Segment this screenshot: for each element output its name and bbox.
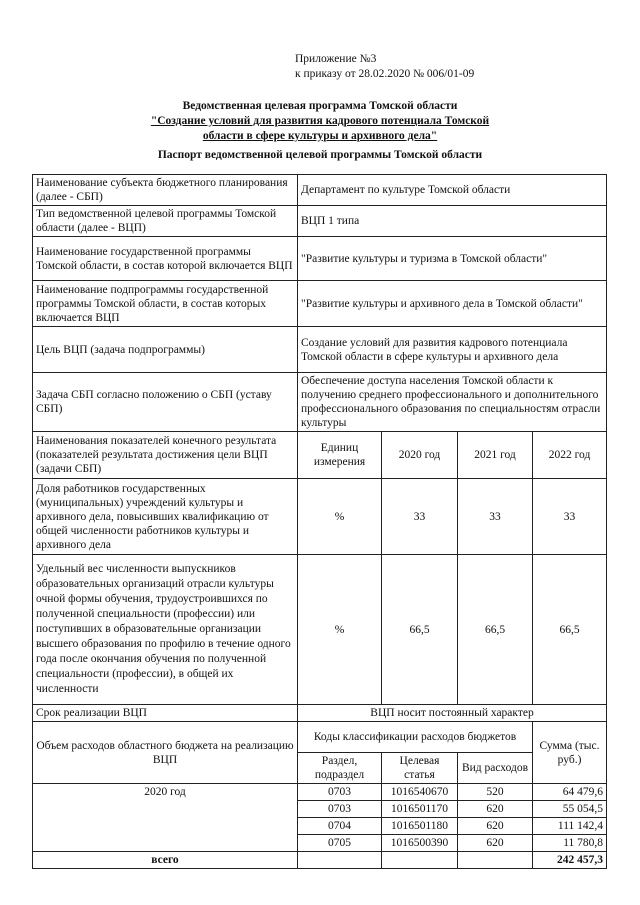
total-label: всего bbox=[33, 852, 298, 869]
expense-article: 1016540670 bbox=[382, 784, 458, 801]
indicator-value: 33 bbox=[458, 479, 533, 555]
term-row bbox=[33, 705, 607, 722]
expense-type: 620 bbox=[458, 835, 533, 852]
section-header: Раздел, подраздел bbox=[298, 753, 382, 784]
passport-row bbox=[33, 281, 607, 327]
expense-section: 0703 bbox=[298, 784, 382, 801]
year-header: 2022 год bbox=[533, 432, 607, 479]
passport-label: Наименование подпрограммы государственной программы Томской области, в состав которых включается ВЦП bbox=[33, 281, 298, 327]
expenses-label: Объем расходов областного бюджета на реализацию ВЦП bbox=[33, 722, 298, 784]
passport-label: Наименование субъекта бюджетного планирования (далее - СБП) bbox=[33, 175, 298, 206]
indicator-unit: % bbox=[298, 479, 382, 555]
term-label: Срок реализации ВЦП bbox=[33, 705, 298, 722]
passport-value: "Развитие культуры и туризма в Томской области" bbox=[298, 237, 607, 281]
expense-section: 0705 bbox=[298, 835, 382, 852]
indicator-value: 66,5 bbox=[382, 555, 458, 705]
indicator-row bbox=[33, 555, 607, 705]
indicator-unit: % bbox=[298, 555, 382, 705]
expense-sum: 11 780,8 bbox=[533, 835, 607, 852]
total-empty bbox=[382, 852, 458, 869]
expense-article: 1016500390 bbox=[382, 835, 458, 852]
year-header: 2020 год bbox=[382, 432, 458, 479]
document-title bbox=[0, 99, 640, 163]
indicators-header-row bbox=[33, 432, 607, 479]
indicators-header-label: Наименования показателей конечного результата (показателей результата достижения цели ВЦП (задачи СБП) bbox=[33, 432, 298, 479]
expense-sum: 64 479,6 bbox=[533, 784, 607, 801]
expense-sum: 55 054,5 bbox=[533, 801, 607, 818]
indicator-value: 66,5 bbox=[533, 555, 607, 705]
appendix-note bbox=[295, 52, 474, 82]
appendix-line: Приложение №3 bbox=[295, 53, 377, 65]
indicator-name: Удельный вес численности выпускников образовательных организаций отрасли культуры очной формы обучения, трудоустроившихся по полученной специальности (профессии) или поступивших в образовательные организации высшего образования по профилю в течение одного года после окончания обучения по полученной специальности (профессии), в общей их численности bbox=[33, 555, 298, 705]
total-row bbox=[33, 852, 607, 869]
article-header: Целевая статья bbox=[382, 753, 458, 784]
passport-label: Цель ВЦП (задача подпрограммы) bbox=[33, 327, 298, 373]
codes-header: Коды классификации расходов бюджетов bbox=[298, 722, 533, 753]
passport-table bbox=[32, 174, 607, 869]
year-header: 2021 год bbox=[458, 432, 533, 479]
passport-value: Обеспечение доступа населения Томской области к получению среднего профессионального и дополнительного профессионального образования по специальностям отрасли культуры bbox=[298, 373, 607, 432]
passport-row bbox=[33, 373, 607, 432]
passport-value: ВЦП 1 типа bbox=[298, 206, 607, 237]
expense-row bbox=[33, 784, 607, 801]
type-header: Вид расходов bbox=[458, 753, 533, 784]
passport-value: "Развитие культуры и архивного дела в Томской области" bbox=[298, 281, 607, 327]
indicator-value: 66,5 bbox=[458, 555, 533, 705]
sum-header: Сумма (тыс. руб.) bbox=[533, 722, 607, 784]
passport-label: Тип ведомственной целевой программы Томской области (далее - ВЦП) bbox=[33, 206, 298, 237]
passport-row bbox=[33, 206, 607, 237]
title-name-line2: области в сфере культуры и архивного дела" bbox=[202, 130, 438, 142]
title-name-line1: "Создание условий для развития кадрового потенциала Томской bbox=[150, 115, 490, 127]
passport-row bbox=[33, 327, 607, 373]
passport-label: Наименование государственной программы Томской области, в состав которой включается ВЦП bbox=[33, 237, 298, 281]
passport-row bbox=[33, 175, 607, 206]
expense-type: 620 bbox=[458, 801, 533, 818]
title-program: Ведомственная целевая программа Томской области bbox=[182, 100, 458, 112]
expense-type: 520 bbox=[458, 784, 533, 801]
title-passport: Паспорт ведомственной целевой программы Томской области bbox=[157, 149, 483, 161]
passport-label: Задача СБП согласно положению о СБП (уставу СБП) bbox=[33, 373, 298, 432]
total-empty bbox=[298, 852, 382, 869]
indicator-value: 33 bbox=[382, 479, 458, 555]
passport-value: Создание условий для развития кадрового потенциала Томской области в сфере культуры и архивного дела bbox=[298, 327, 607, 373]
expense-article: 1016501180 bbox=[382, 818, 458, 835]
passport-value: Департамент по культуре Томской области bbox=[298, 175, 607, 206]
total-sum: 242 457,3 bbox=[533, 852, 607, 869]
indicator-row bbox=[33, 479, 607, 555]
expense-article: 1016501170 bbox=[382, 801, 458, 818]
expenses-header-row bbox=[33, 722, 607, 753]
expense-year: 2020 год bbox=[33, 784, 298, 852]
passport-row bbox=[33, 237, 607, 281]
expense-section: 0703 bbox=[298, 801, 382, 818]
term-value: ВЦП носит постоянный характер bbox=[298, 705, 607, 722]
expense-type: 620 bbox=[458, 818, 533, 835]
appendix-order-line: к приказу от 28.02.2020 № 006/01-09 bbox=[295, 68, 475, 80]
total-empty bbox=[458, 852, 533, 869]
indicator-name: Доля работников государственных (муниципальных) учреждений культуры и архивного дела, повысивших квалификацию от общей численности работников культуры и архивного дела bbox=[33, 479, 298, 555]
expense-sum: 111 142,4 bbox=[533, 818, 607, 835]
indicator-value: 33 bbox=[533, 479, 607, 555]
expense-section: 0704 bbox=[298, 818, 382, 835]
unit-header: Единиц измерения bbox=[298, 432, 382, 479]
